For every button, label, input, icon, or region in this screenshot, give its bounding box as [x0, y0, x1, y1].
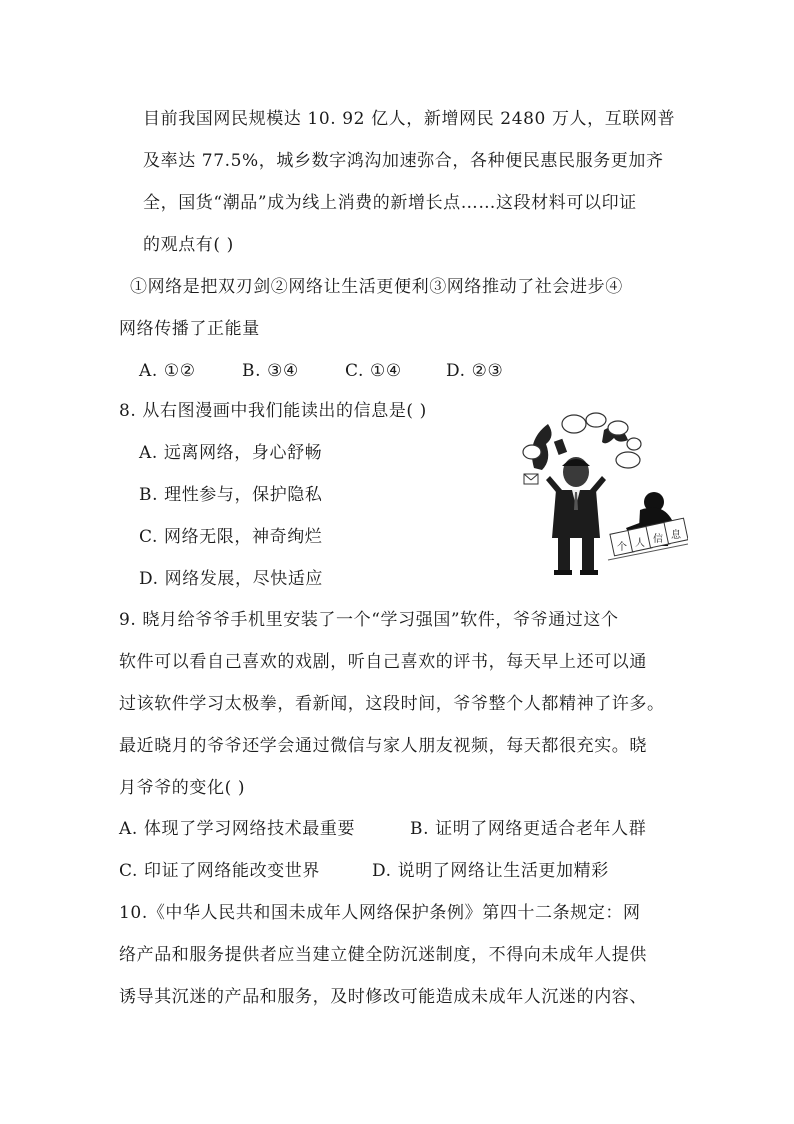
speech-bubble-icon — [608, 421, 628, 435]
q9-option-d: D. 说明了网络让生活更加精彩 — [372, 861, 609, 881]
q7-option-c: C. ①④ — [345, 361, 402, 381]
cartoon-label-1: 个 — [617, 542, 627, 553]
q9-stem-line-5: 月爷爷的变化( ) — [119, 778, 246, 798]
q9-stem-line-1: 9. 晓月给爷爷手机里安装了一个“学习强国”软件，爷爷通过这个 — [119, 610, 619, 630]
speech-bubble-icon — [586, 413, 606, 427]
speech-bubble-icon — [616, 452, 640, 468]
q7-stem-line-1: 目前我国网民规模达 10. 92 亿人，新增网民 2480 万人，互联网普 — [143, 109, 676, 129]
q8-option-d: D. 网络发展，尽快适应 — [139, 569, 324, 589]
speech-bubble-icon — [523, 445, 541, 459]
q7-option-b: B. ③④ — [242, 361, 299, 381]
q8-option-c: C. 网络无限，神奇绚烂 — [139, 527, 323, 547]
q9-option-a: A. 体现了学习网络技术最重要 — [119, 819, 356, 839]
q10-stem-line-1: 10.《中华人民共和国未成年人网络保护条例》第四十二条规定：网 — [119, 903, 641, 923]
q8-option-b: B. 理性参与，保护隐私 — [139, 485, 323, 505]
q10-stem-line-3: 诱导其沉迷的产品和服务，及时修改可能造成未成年人沉迷的内容、 — [119, 987, 647, 1007]
q7-option-a: A. ①② — [139, 361, 196, 381]
q7-stem-line-4: 的观点有( ) — [143, 235, 234, 255]
q10-stem-line-2: 络产品和服务提供者应当建立健全防沉迷制度，不得向未成年人提供 — [119, 945, 647, 965]
q9-option-b: B. 证明了网络更适合老年人群 — [410, 819, 647, 839]
q7-option-d: D. ②③ — [446, 361, 504, 381]
q9-option-c: C. 印证了网络能改变世界 — [119, 861, 321, 881]
q8-option-a: A. 远离网络，身心舒畅 — [139, 443, 323, 463]
cartoon-label-3: 信 — [653, 534, 663, 545]
q9-stem-line-4: 最近晓月的爷爷还学会通过微信与家人朋友视频，每天都很充实。晓 — [119, 736, 647, 756]
q7-stem-line-3: 全，国货“潮品”成为线上消费的新增长点……这段材料可以印证 — [143, 193, 637, 213]
q7-statements-line-1: ①网络是把双刃剑②网络让生活更便利③网络推动了社会进步④ — [130, 277, 623, 297]
q7-statements-line-2: 网络传播了正能量 — [119, 319, 260, 339]
q9-stem-line-3: 过该软件学习太极拳，看新闻，这段时间，爷爷整个人都精神了许多。 — [119, 694, 665, 714]
q9-stem-line-2: 软件可以看自己喜欢的戏剧，听自己喜欢的评书，每天早上还可以通 — [119, 652, 647, 672]
mobile-phone-icon — [554, 439, 567, 455]
cartoon-label-4: 息 — [671, 530, 681, 541]
q8-stem: 8. 从右图漫画中我们能读出的信息是( ) — [119, 401, 427, 421]
q7-stem-line-2: 及率达 77.5%，城乡数字鸿沟加速弥合，各种便民惠民服务更加齐 — [143, 151, 664, 171]
speech-bubble-icon — [562, 415, 586, 433]
cartoon-label-2: 人 — [635, 538, 645, 549]
cartoon-illustration — [516, 410, 688, 582]
speech-bubble-icon — [627, 438, 641, 450]
